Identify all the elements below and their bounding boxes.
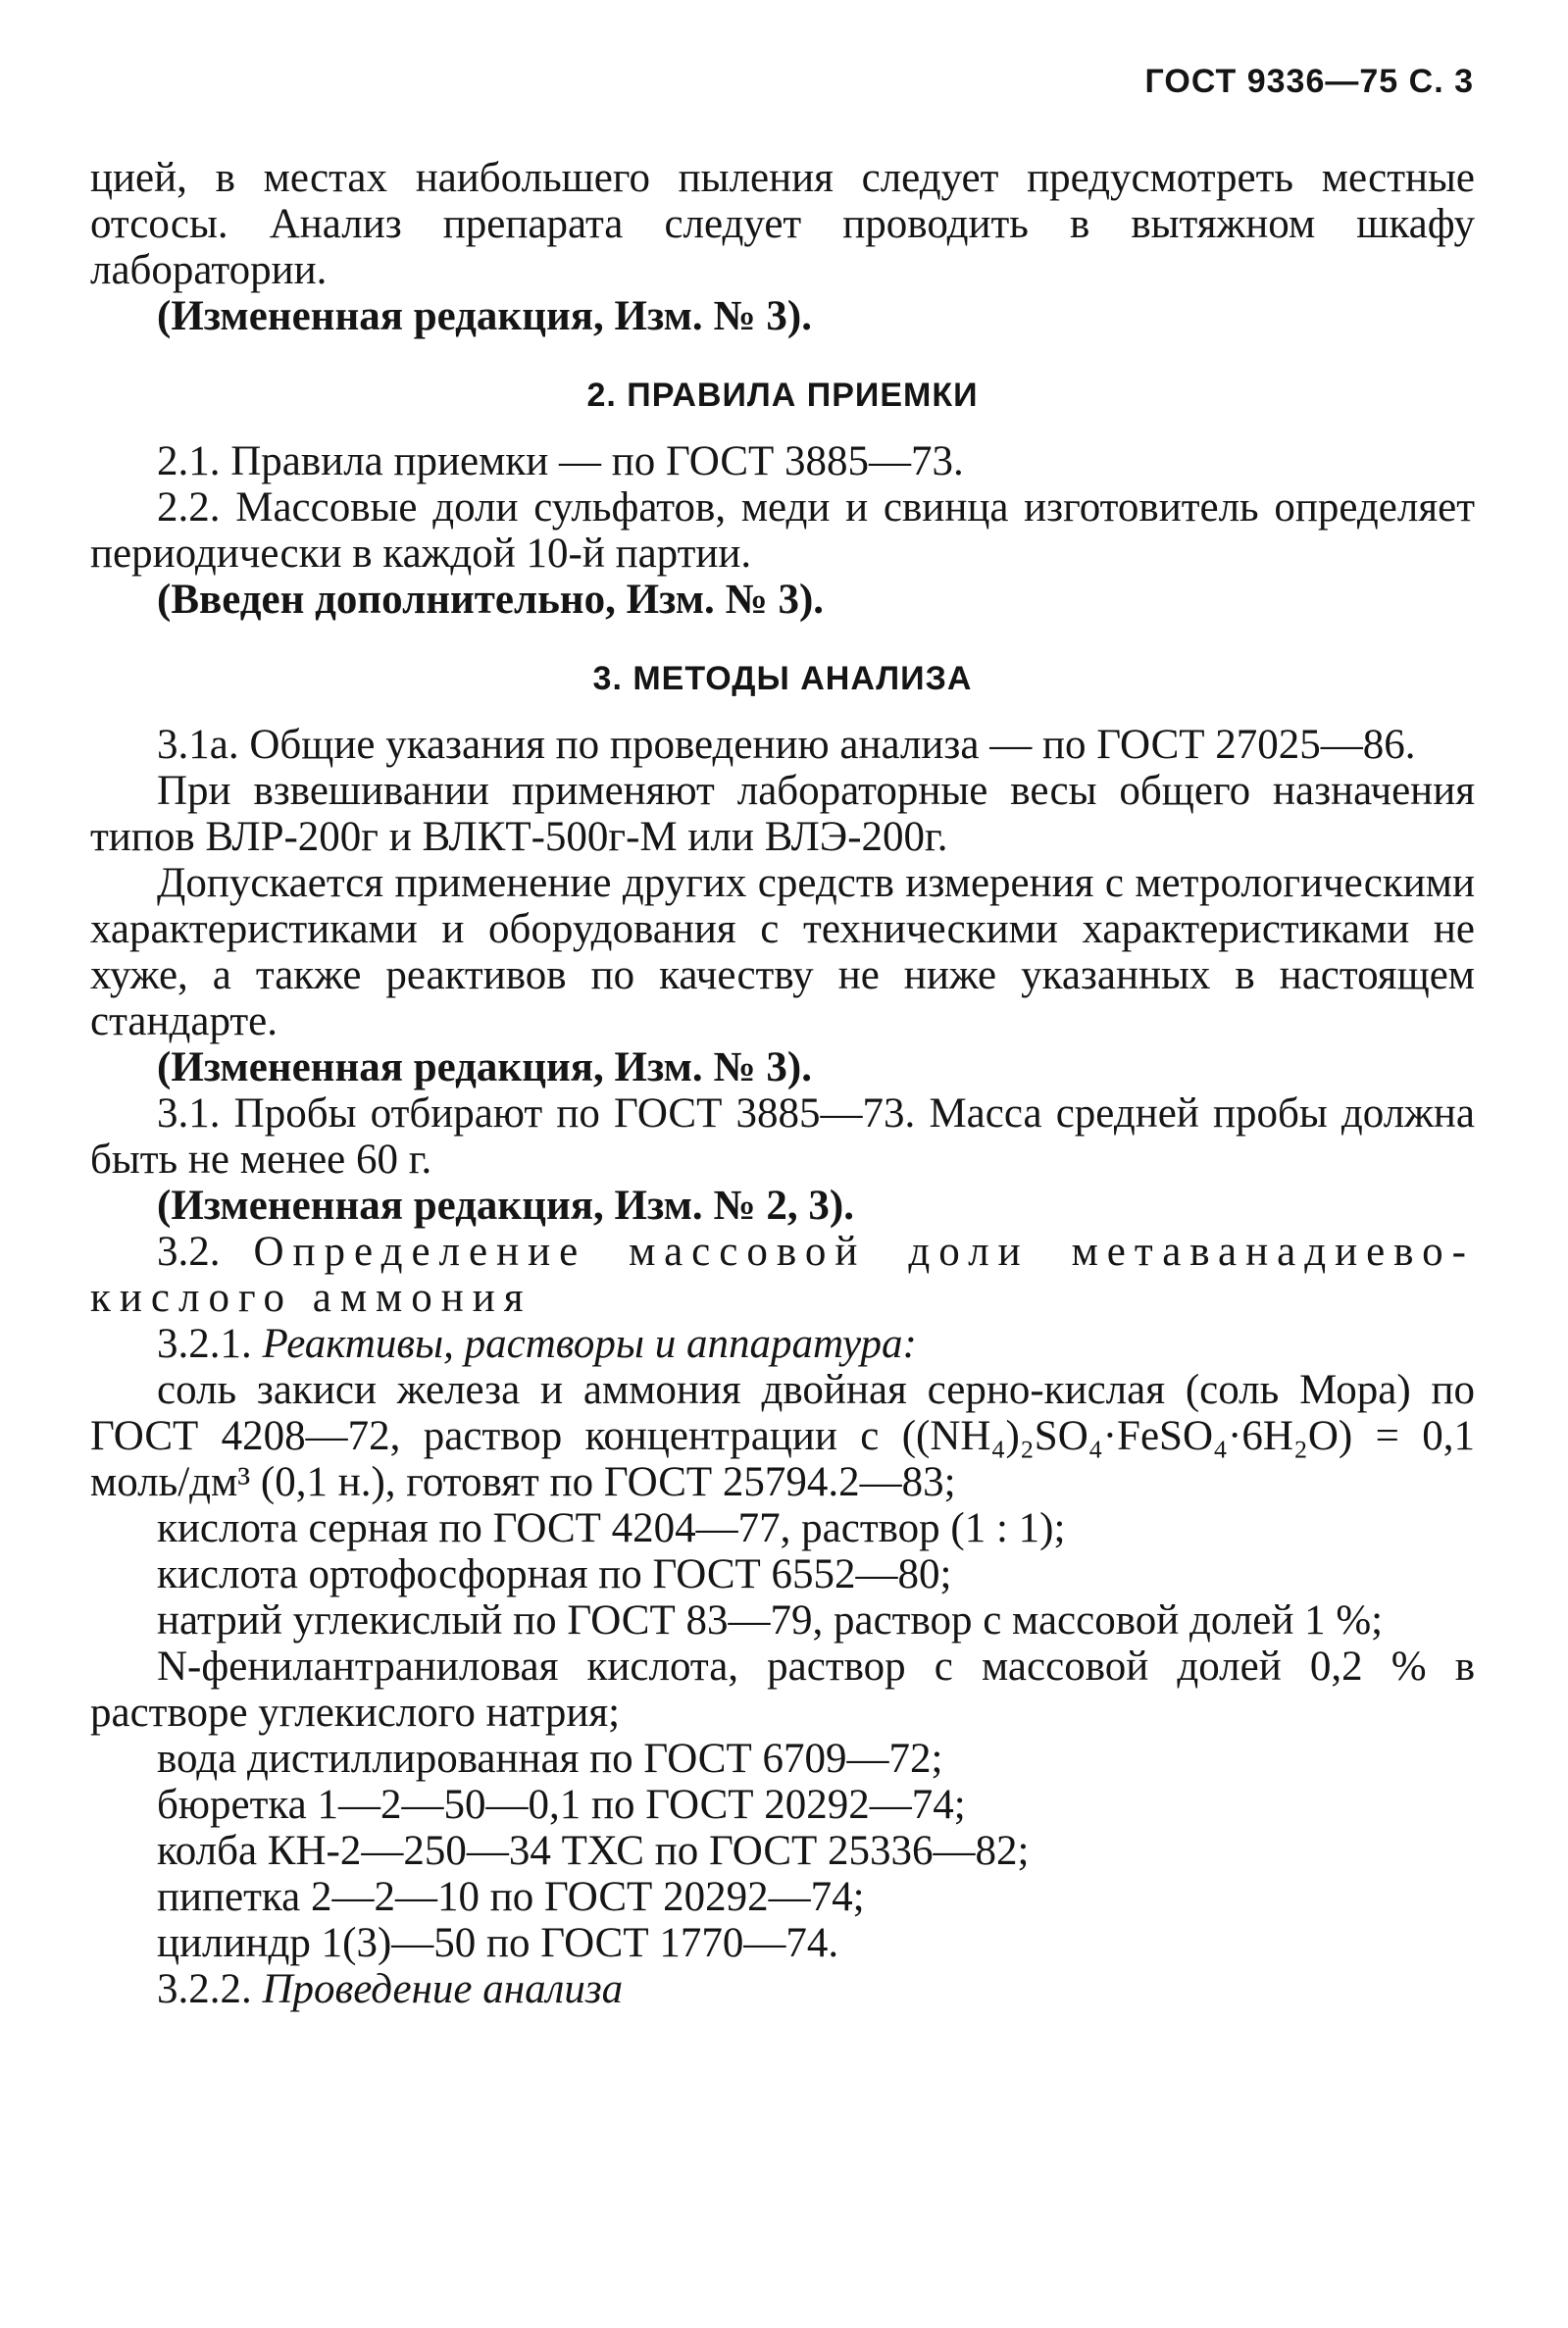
intro-paragraph: цией, в местах наибольшего пыления следует предусмотреть местные отсосы. Анализ препарата следует проводить в вытяжном шкафу лаборатории. — [90, 155, 1475, 293]
list-item: цилиндр 1(3)—50 по ГОСТ 1770—74. — [157, 1920, 839, 1966]
paragraph-scales: При взвешивании применяют лабораторные весы общего назначения типов ВЛР-200г и ВЛКТ-500г-М или ВЛЭ-200г. — [90, 768, 1475, 860]
paragraph-3-1a: 3.1а. Общие указания по проведению анализа — по ГОСТ 27025—86. — [157, 722, 1416, 768]
clause-title: Определение массовой доли метаванадиево-кислого аммония — [90, 1229, 1475, 1321]
paragraph-equipment: Допускается применение других средств измерения с метрологическими характеристиками и оборудования с техническими характеристиками не хуже, а также реактивов по качеству не ниже указанных в настоящем стандарте. — [90, 860, 1475, 1044]
paragraph-2-1: 2.1. Правила приемки — по ГОСТ 3885—73. — [157, 438, 964, 484]
paragraph-3-1: 3.1. Пробы отбирают по ГОСТ 3885—73. Масса средней пробы должна быть не менее 60 г. — [90, 1090, 1475, 1183]
page-header: ГОСТ 9336—75 С. 3 — [1144, 63, 1474, 100]
amendment-note: (Измененная редакция, Изм. № 3). — [157, 1044, 812, 1090]
clause-title: Проведение анализа — [262, 1966, 624, 2012]
amendment-note: (Измененная редакция, Изм. № 3). — [157, 293, 812, 339]
document-body — [90, 155, 1475, 2012]
clause-number: 3.2.2. — [157, 1966, 252, 2012]
paragraph-2-2: 2.2. Массовые доли сульфатов, меди и свинца изготовитель определяет периодически в каждой 10-й партии. — [90, 484, 1475, 577]
amendment-note: (Введен дополнительно, Изм. № 3). — [157, 577, 825, 623]
section-2-title: 2. ПРАВИЛА ПРИЕМКИ — [586, 377, 979, 414]
list-item: кислота ортофосфорная по ГОСТ 6552—80; — [157, 1551, 952, 1597]
list-item: натрий углекислый по ГОСТ 83—79, раствор с массовой долей 1 %; — [157, 1597, 1384, 1644]
list-item: кислота серная по ГОСТ 4204—77, раствор (1 : 1); — [157, 1505, 1066, 1551]
paragraph-3-2-2 — [90, 1966, 1475, 2012]
list-item: колба КН-2—250—34 ТХС по ГОСТ 25336—82; — [157, 1828, 1030, 1874]
list-item: N-фенилантраниловая кислота, раствор с массовой долей 0,2 % в растворе углекислого натрия; — [90, 1644, 1475, 1736]
clause-title: Реактивы, растворы и аппаратура: — [262, 1321, 917, 1367]
paragraph-3-2-1 — [90, 1321, 1475, 1367]
list-item: соль закиси железа и аммония двойная серно-кислая (соль Мора) по ГОСТ 4208—72, раствор концентрации с ((NH₄)₂SO₄·FeSO₄·6H₂O) = 0,1 моль/дм³ (0,1 н.), готовят по ГОСТ 25794.2—83; — [90, 1367, 1475, 1505]
list-item: вода дистиллированная по ГОСТ 6709—72; — [157, 1736, 943, 1782]
clause-number: 3.2.1. — [157, 1321, 252, 1367]
list-item: бюретка 1—2—50—0,1 по ГОСТ 20292—74; — [157, 1782, 966, 1828]
amendment-note: (Измененная редакция, Изм. № 2, 3). — [157, 1183, 854, 1229]
paragraph-3-2 — [90, 1229, 1475, 1321]
list-item: пипетка 2—2—10 по ГОСТ 20292—74; — [157, 1874, 865, 1920]
section-3-title: 3. МЕТОДЫ АНАЛИЗА — [592, 660, 973, 697]
clause-number: 3.2. — [157, 1229, 221, 1275]
